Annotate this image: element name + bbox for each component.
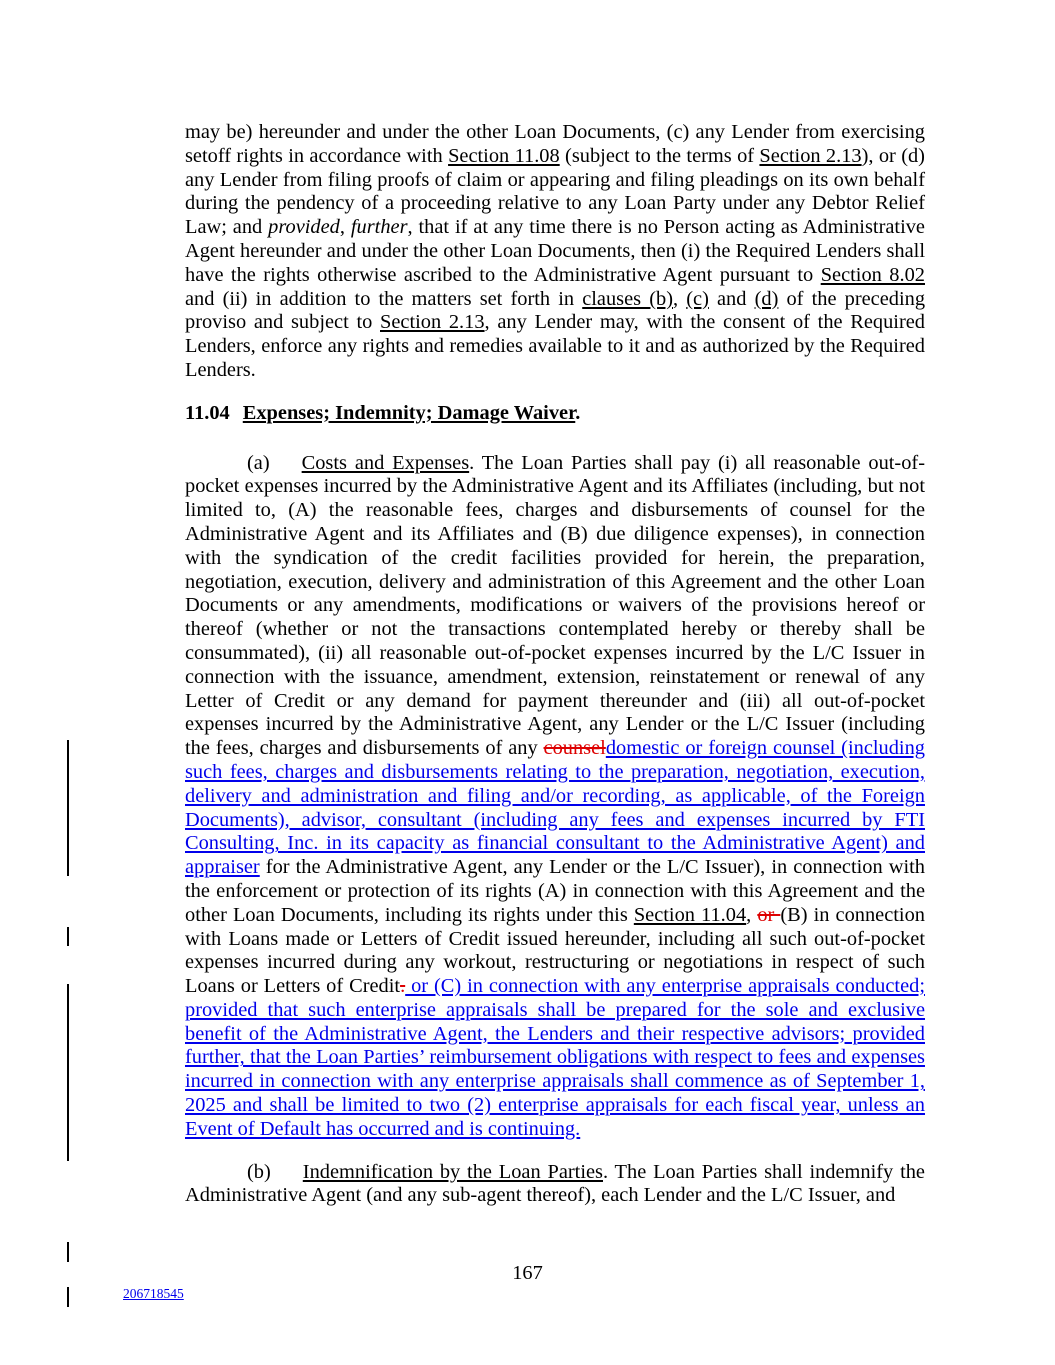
section-heading-11-04 [185, 402, 925, 426]
text-run: , any Lender may, with the consent of the Required Lenders, enforce any rights and remedies available to it and as authorized by the Required Lenders. [185, 311, 926, 381]
text-run: or [757, 903, 781, 926]
text-run: (B) in connection with Loans made or Letters of Credit issued hereunder, including all such out-of-pocket expenses incurred during any workout, restructuring or negotiations in respect of such Loans or Letters of Credit [185, 903, 925, 998]
text-run: and [708, 287, 755, 310]
change-bar [67, 927, 69, 946]
text-run: (a) [247, 451, 270, 474]
text-run: provided [268, 216, 340, 239]
text-run: of the preceding proviso and subject to [185, 287, 926, 334]
document-id: 206718545 [123, 1286, 184, 1301]
text-run: Section 11.04 [633, 903, 747, 926]
text-run: ), or (d) any Lender from filing proofs of claim or appearing and filing pleadings on its own behalf during the pendency of a proceeding relative to any Loan Party under any Debtor Relief Law; and [185, 144, 925, 239]
text-run: Expenses; Indemnity; Damage Waiver [242, 401, 576, 424]
paragraph-b-indemnification [185, 1161, 925, 1209]
text-run: (d) [754, 287, 779, 310]
text-run: for the Administrative Agent, any Lender or the L/C Issuer), in connection with the enforcement or protection of its rights (A) in connection with this Agreement and the other Loan Documents, including its rights under this [185, 856, 925, 926]
paragraph-a-costs-and-expenses [185, 452, 925, 1142]
text-run: , [673, 287, 687, 310]
text-run: . [575, 401, 581, 424]
text-run: (c) [686, 287, 709, 310]
text-run: and (ii) in addition to the matters set forth in [185, 287, 583, 310]
text-run: Section 11.08 [448, 144, 560, 167]
text-run: (subject to the terms of [559, 144, 760, 167]
text-run: Section 2.13 [380, 311, 485, 334]
text-run: 11.04 [185, 401, 230, 424]
change-bar [67, 984, 69, 1161]
text-run: may be) hereunder and under the other Loan Documents, (c) any Lender from exercising setoff rights in accordance with [185, 121, 925, 167]
text-run: Section 2.13 [759, 144, 862, 167]
text-run: Indemnification by the Loan Parties [302, 1160, 603, 1183]
text-run: . The Loan Parties shall indemnify the Administrative Agent (and any sub-agent thereof), each Lender and the L/C Issuer, and [185, 1160, 925, 1207]
change-bar [67, 1287, 69, 1307]
page-number: 167 [512, 1262, 543, 1284]
document-text [185, 121, 925, 1208]
text-run: counsel [543, 737, 606, 760]
text-run: , [339, 216, 351, 239]
text-run: , that if at any time there is no Person acting as Administrative Agent hereunder and under the other Loan Documents, then (i) the Required Lenders shall have the rights otherwise ascribed to the Administrative Agent pursuant to [185, 216, 925, 286]
text-run: Costs and Expenses [301, 451, 470, 474]
text-run: (b) [247, 1160, 271, 1183]
text-run: or (C) in connection with any enterprise appraisals conducted; provided that such enterprise appraisals shall be prepared for the sole and exclusive benefit of the Administrative Agent, the Lenders and their respective advisors; provided further, that the Loan Parties’ reimbursement obligations with respect to fees and expenses incurred in connection with any enterprise appraisals shall commence as of September 1, 2025 and shall be limited to two (2) enterprise appraisals for each fiscal year, unless an Event of Default has occurred and is continuing. [185, 975, 925, 1140]
text-run: . [400, 975, 406, 998]
text-run: domestic or foreign counsel (including such fees, charges and disbursements relating to the preparation, negotiation, execution, delivery and administration and filing and/or recording, as applicable, of the Foreign Documents), advisor, consultant (including any fees and expenses incurred by FTI Consulting, Inc. in its capacity as financial consultant to the Administrative Agent) and appraiser [185, 737, 925, 879]
text-run: , [746, 903, 758, 926]
paragraph-continuation [185, 121, 925, 383]
change-bar [67, 740, 69, 876]
text-run: Section 8.02 [820, 263, 925, 286]
text-run: further [350, 216, 408, 239]
change-bar [67, 1242, 69, 1262]
text-run: . The Loan Parties shall pay (i) all reasonable out-of-pocket expenses incurred by the Administrative Agent and its Affiliates (including, but not limited to, (A) the reasonable fees, charges and disbursements of counsel for the Administrative Agent and its Affiliates and (B) due diligence expenses), in connection with the syndication of the credit facilities provided for herein, the preparation, negotiation, execution, delivery and administration of this Agreement and the other Loan Documents or any amendments, modifications or waivers of the provisions hereof or thereof (whether or not the transactions contemplated hereby or thereby shall be consummated), (ii) all reasonable out-of-pocket expenses incurred by the L/C Issuer in connection with the issuance, amendment, extension, reinstatement or renewal of any Letter of Credit or any demand for payment thereunder and (iii) all out-of-pocket expenses incurred by the Administrative Agent, any Lender or the L/C Issuer (including the fees, charges and disbursements of any [185, 451, 925, 760]
text-run: clauses (b) [582, 287, 673, 310]
